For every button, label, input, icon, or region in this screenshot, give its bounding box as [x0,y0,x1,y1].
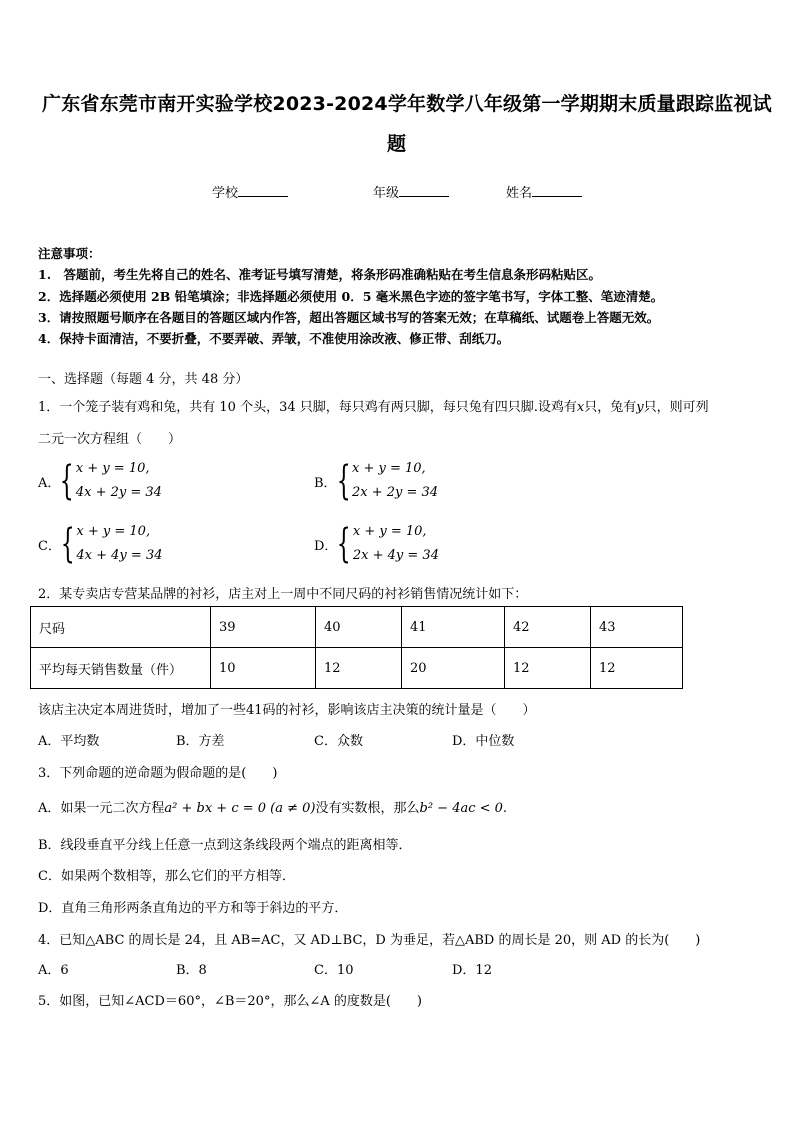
table-cell: 10 [211,648,316,689]
table-cell: 43 [591,607,683,648]
table-cell: 42 [505,607,591,648]
school-blank [238,184,288,197]
name-blank [532,184,582,197]
q1-option-a [38,457,162,505]
q2-option-a: A．平均数 [38,734,100,749]
section-heading: 一、选择题（每题 4 分，共 48 分） [38,372,249,387]
size-sales-table [30,606,683,689]
equation: x + y = 10, [352,524,427,539]
q1-text-mid: 只，兔有 [584,400,637,415]
q4-option-b: B．8 [176,963,207,978]
grade-field [373,182,449,201]
name-label: 姓名 [506,186,533,201]
q1-stem-line2: 二元一次方程组（ ） [38,432,182,447]
q2-option-d: D．中位数 [452,734,515,749]
q1-stem [38,396,709,415]
left-brace-icon: { [60,521,75,567]
q4-option-a: A．6 [38,963,69,978]
table-row [31,648,683,689]
q3-option-a [38,797,507,816]
table-cell: 12 [316,648,402,689]
table-cell: 40 [316,607,402,648]
equation: 2x + 2y = 34 [352,485,439,500]
option-label: A． [38,475,61,491]
table-cell: 12 [591,648,683,689]
q4-option-c: C．10 [314,963,354,978]
equation: 2x + 4y = 34 [352,548,439,563]
table-cell: 39 [211,607,316,648]
grade-label: 年级 [373,186,400,201]
school-label: 学校 [212,186,239,201]
equation: 4x + 4y = 34 [76,548,163,563]
q2-option-b: B．方差 [176,734,225,749]
q3-option-c: C．如果两个数相等，那么它们的平方相等． [38,869,295,884]
option-label: B． [314,475,337,491]
page-title-cont: 题 [387,133,407,155]
q1-text: 1．一个笼子装有鸡和兔，共有 10 个头，34 只脚，每只鸡有两只脚，每只兔有四只脚.设鸡有 [38,400,577,415]
q5-stem: 5．如图，已知∠ACD＝60°，∠B＝20°，那么∠A 的度数是( ) [38,994,423,1009]
option-label: C． [38,538,61,554]
left-brace-icon: { [336,458,351,504]
equation: x + y = 10, [76,524,151,539]
notice-heading: 注意事项： [38,246,101,261]
left-brace-icon: { [337,521,352,567]
option-label: D． [314,538,338,554]
notice-item: 2．选择题必须使用 2B 铅笔填涂；非选择题必须使用 0．5 毫米黑色字迹的签字笔书写，字体工整、笔迹清楚。 [38,289,664,304]
q1-option-d [314,520,439,568]
table-cell: 20 [402,648,505,689]
option-text: 没有实数根，那么 [315,801,420,816]
notice-item: 3．请按照题号顺序在各题目的答题区域内作答，超出答题区域书写的答案无效；在草稿纸、试题卷上答题无效。 [38,310,660,325]
grade-blank [399,184,449,197]
table-cell: 41 [402,607,505,648]
equation: 4x + 2y = 34 [75,485,162,500]
option-text: A．如果一元二次方程 [38,801,165,816]
q3-option-b: B．线段垂直平分线上任意一点到这条线段两个端点的距离相等． [38,838,412,853]
q4-option-d: D．12 [452,963,492,978]
q1-text-end: 只，则可列 [643,400,709,415]
notice-item: 1. 答题前，考生先将自己的姓名、准考证号填写清楚，将条形码准确粘贴在考生信息条形码粘贴区。 [38,267,602,282]
q1-var-x: x [576,400,585,415]
q1-var-y: y [636,400,644,415]
notice-item: 4．保持卡面清洁，不要折叠，不要弄破、弄皱，不准使用涂改液、修正带、刮纸刀。 [38,331,510,346]
q3-stem: 3．下列命题的逆命题为假命题的是( ) [38,766,278,781]
table-cell: 尺码 [31,607,211,648]
school-field [212,182,288,201]
q1-option-c [38,520,162,568]
q4-stem: 4．已知△ABC 的周长是 24，且 AB=AC，又 AD⊥BC，D 为垂足，若△ABD 的周长是 20，则 AD 的长为( ) [38,933,701,948]
q1-option-b [314,457,438,505]
left-brace-icon: { [60,458,75,504]
q2-option-c: C．众数 [314,734,363,749]
formula: a² + bx + c = 0 (a ≠ 0) [164,801,316,816]
page-title: 广东省东莞市南开实验学校2023-2024学年数学八年级第一学期期末质量跟踪监视试 [42,93,772,115]
equation: x + y = 10, [75,461,150,476]
table-cell: 平均每天销售数量（件） [31,648,211,689]
name-field [506,182,582,201]
formula: b² − 4ac < 0 [419,801,503,816]
equation: x + y = 10, [352,461,426,476]
table-cell: 12 [505,648,591,689]
q3-option-d: D．直角三角形两条直角边的平方和等于斜边的平方． [38,901,348,916]
q2-question: 该店主决定本周进货时，增加了一些41码的衬衫，影响该店主决策的统计量是（ ） [38,703,536,718]
q2-stem: 2．某专卖店专营某品牌的衬衫，店主对上一周中不同尺码的衬衫销售情况统计如下： [38,587,528,602]
option-text: . [502,801,508,816]
table-row [31,607,683,648]
